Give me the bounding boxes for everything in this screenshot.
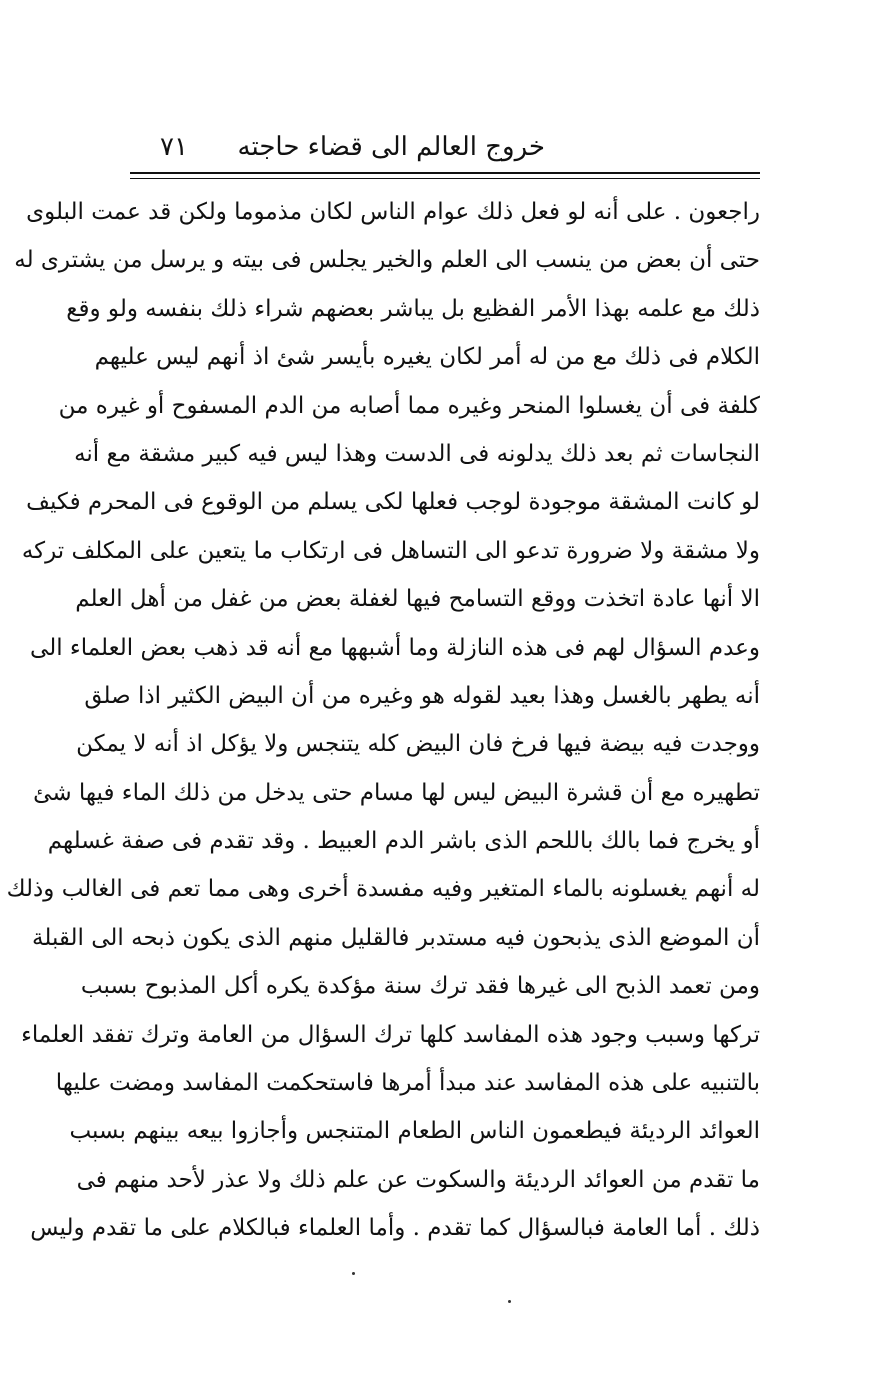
text-line: بالتنبيه على هذه المفاسد عند مبدأ أمرها فاستحكمت المفاسد ومضت عليها [55,1070,760,1097]
header-rule [130,172,760,174]
text-line: أنه يطهر بالغسل وهذا بعيد لقوله هو وغيره من أن البيض الكثير اذا صلق [84,682,760,709]
text-line: لو كانت المشقة موجودة لوجب فعلها لكى يسلم من الوقوع فى المحرم فكيف [26,489,760,516]
text-line: العوائد الرديئة فيطعمون الناس الطعام المتنجس وأجازوا بيعه بينهم بسبب [69,1118,760,1145]
text-line: حتى أن بعض من ينسب الى العلم والخير يجلس فى بيته و يرسل من يشترى له [14,247,760,274]
text-line: كلفة فى أن يغسلوا المنحر وغيره مما أصابه من الدم المسفوح أو غيره من [58,392,760,419]
page-number: ٧١ [160,132,188,162]
text-line: ذلك مع علمه بهذا الأمر الفظيع بل يباشر بعضهم شراء ذلك بنفسه ولو وقع [66,295,760,322]
text-line: ومن تعمد الذبح الى غيرها فقد ترك سنة مؤكدة يكره أكل المذبوح بسبب [80,973,760,1000]
text-line: أن الموضع الذى يذبحون فيه مستدبر فالقليل منهم الذى يكون ذبحه الى القبلة [32,924,760,951]
text-line: تركها وسبب وجود هذه المفاسد كلها ترك السؤال من العامة وترك تفقد العلماء [21,1021,760,1048]
body-text [6,188,760,1253]
text-line: ووجدت فيه بيضة فيها فرخ فان البيض كله يتنجس ولا يؤكل اذ أنه لا يمكن [76,731,760,758]
scan-speck [352,1272,355,1275]
text-line: وعدم السؤال لهم فى هذه النازلة وما أشبهها مع أنه قد ذهب بعض العلماء الى [30,634,760,661]
scan-speck [508,1300,511,1303]
page-header [130,126,760,170]
running-title: خروج العالم الى قضاء حاجته [237,132,545,162]
text-line: النجاسات ثم بعد ذلك يدلونه فى الدست وهذا ليس فيه كبير مشقة مع أنه [74,440,760,467]
text-line: راجعون . على أنه لو فعل ذلك عوام الناس لكان مذموما ولكن قد عمت البلوى [26,199,760,225]
text-line: له أنهم يغسلونه بالماء المتغير وفيه مفسدة أخرى وهى مما تعم فى الغالب وذلك [6,876,760,903]
text-line: ما تقدم من العوائد الرديئة والسكوت عن علم ذلك ولا عذر لأحد منهم فى [76,1166,760,1193]
text-line: ذلك . أما العامة فبالسؤال كما تقدم . وأما العلماء فبالكلام على ما تقدم وليس [30,1215,760,1242]
text-line: ولا مشقة ولا ضرورة تدعو الى التساهل فى ارتكاب ما يتعين على المكلف تركه [21,537,760,564]
text-line: الا أنها عادة اتخذت ووقع التسامح فيها لغفلة بعض من غفل من أهل العلم [75,586,760,613]
text-line: تطهيره مع أن قشرة البيض ليس لها مسام حتى يدخل من ذلك الماء فيها شئ [33,779,760,806]
header-rule-thin [130,178,760,179]
text-line: أو يخرج فما بالك باللحم الذى باشر الدم العبيط . وقد تقدم فى صفة غسلهم [47,828,760,855]
text-line: الكلام فى ذلك مع من له أمر لكان يغيره بأيسر شئ اذ أنهم ليس عليهم [94,344,760,371]
